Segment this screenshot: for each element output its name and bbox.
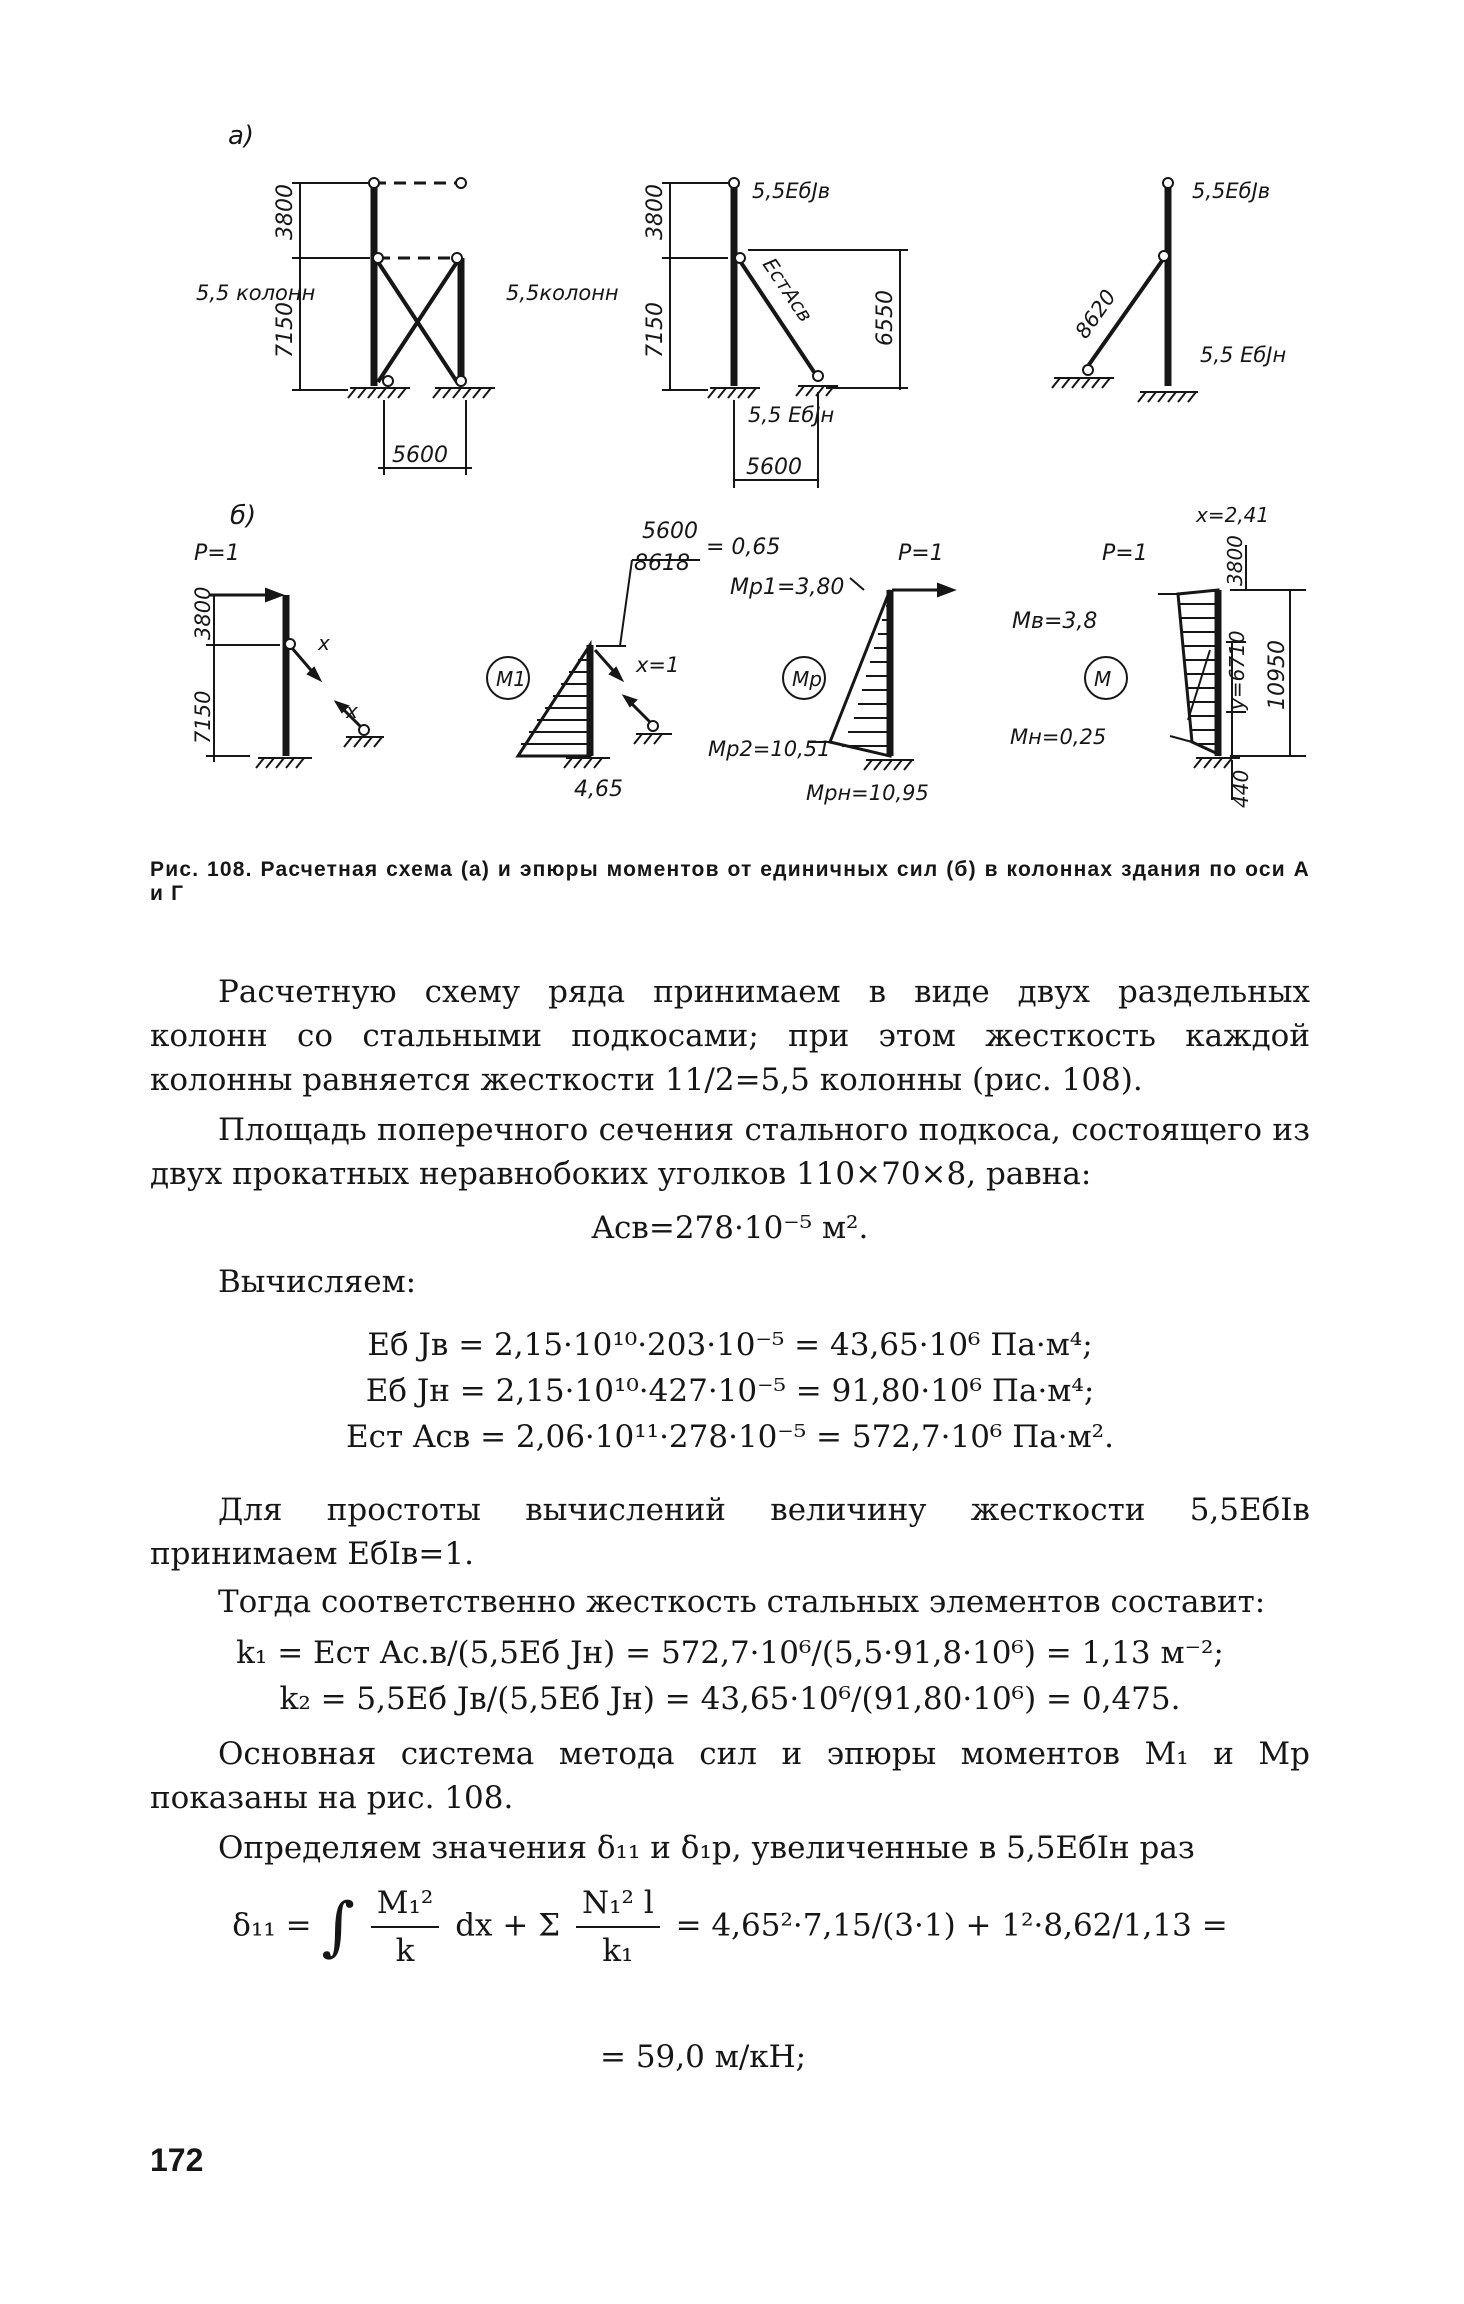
label-x241: x=2,41: [1196, 503, 1270, 527]
dim-5600-left: 5600: [392, 443, 448, 468]
dim-6550: 6550: [873, 290, 898, 346]
dim-7150-left: 7150: [273, 302, 298, 358]
paragraph-4: Для простоты вычислений величину жесткости 5,5EбIв принимаем EбIв=1.: [150, 1492, 1310, 1572]
label-M: M: [1094, 667, 1112, 691]
paragraph-5: Тогда соответственно жесткость стальных элементов составит:: [218, 1584, 1266, 1620]
dim-5600-mid: 5600: [746, 455, 802, 480]
delta11-rhs: = 4,65²·7,15/(3·1) + 1²·8,62/1,13 =: [675, 1907, 1228, 1944]
label-465: 4,65: [574, 777, 623, 802]
label-p1-c: P=1: [1102, 541, 1148, 566]
delta11-lhs: δ₁₁ =: [232, 1907, 312, 1944]
integral-sign: ∫: [321, 1890, 355, 1964]
dim-10950: 10950: [1265, 640, 1290, 710]
formula-EbJn: Eб Jн = 2,15·10¹⁰·427·10⁻⁵ = 91,80·10⁶ Па·м⁴;: [365, 1373, 1095, 1409]
dim-3800-c: 3800: [1223, 535, 1247, 586]
formula-block-1: [150, 1322, 1310, 1460]
label-Mn: Mн=0,25: [1010, 725, 1107, 749]
label-x-b: x: [346, 699, 358, 723]
label-EbJn-right: 5,5 EбJн: [1200, 343, 1287, 367]
label-col-left: 5,5 колонн: [196, 281, 316, 305]
label-x-a: x: [318, 631, 330, 655]
label-Mp: Mp: [792, 667, 822, 691]
label-EbJv-mid: 5,5EбJв: [752, 179, 831, 203]
fraction-int: [371, 1880, 440, 1974]
dim-3800-b: 3800: [191, 586, 215, 640]
label-Mp2: Mp2=10,51: [708, 737, 831, 761]
formula-EbJv: Eб Jв = 2,15·10¹⁰·203·10⁻⁵ = 43,65·10⁶ Па·м⁴;: [367, 1327, 1093, 1363]
dim-3800-mid: 3800: [643, 184, 668, 240]
figure-caption: Рис. 108. Расчетная схема (а) и эпюры моментов от единичных сил (б) в колоннах здания по оси А и Г: [150, 858, 1310, 905]
dim-7150-mid: 7150: [643, 302, 668, 358]
label-Mv: Mв=3,8: [1012, 609, 1098, 634]
delta11-dx: dx + Σ: [455, 1907, 561, 1944]
formula-delta11-result: = 59,0 м/кН;: [600, 2039, 807, 2075]
dim-3800-left: 3800: [273, 184, 298, 240]
frac-den: 8618: [634, 551, 690, 576]
frac-num: 5600: [642, 519, 698, 544]
label-Mp1: Mp1=3,80: [730, 575, 845, 600]
formula-k2: k₂ = 5,5Eб Jв/(5,5Eб Jн) = 43,65·10⁶/(91,80·10⁶) = 0,475.: [279, 1681, 1181, 1717]
paragraph-7: Определяем значения δ₁₁ и δ₁p, увеличенные в 5,5EбIн раз: [218, 1830, 1195, 1866]
dim-y6710: y=6710: [1225, 630, 1249, 710]
fraction-sum: [576, 1880, 660, 1974]
figure-108: [0, 0, 1464, 840]
body-block-3: [150, 1732, 1310, 1870]
body-block-2: [150, 1488, 1310, 1624]
paragraph-6: Основная система метода сил и эпюры моментов M₁ и Mp показаны на рис. 108.: [150, 1736, 1310, 1816]
body-block-1: [150, 970, 1310, 1304]
page-number: 172: [150, 2142, 204, 2178]
paragraph-1: Расчетную схему ряда принимаем в виде двух раздельных колонн со стальными подкосами; при этом жесткость каждой колонны равняется жесткости 11/2=5,5 колонны (рис. 108).: [150, 974, 1310, 1098]
formula-block-2: [150, 1630, 1310, 1722]
fraction-int-num: M₁²: [371, 1880, 440, 1928]
label-a: а): [228, 121, 255, 151]
frac-val: = 0,65: [706, 535, 781, 560]
label-b: б): [230, 501, 257, 531]
label-col-mid: 5,5колонн: [506, 281, 619, 305]
paragraph-2: Площадь поперечного сечения стального подкоса, состоящего из двух прокатных неравнобоких уголков 110×70×8, равна:: [150, 1112, 1310, 1192]
paragraph-3: Вычисляем:: [218, 1264, 417, 1300]
dim-7150-b: 7150: [191, 690, 215, 744]
formula-EstAsv: Eст Aсв = 2,06·10¹¹·278·10⁻⁵ = 572,7·10⁶ Па·м².: [346, 1419, 1114, 1455]
dim-440: 440: [1229, 769, 1253, 808]
dim-8620: 8620: [1070, 285, 1121, 343]
label-x1: x=1: [636, 653, 680, 677]
label-EbJn-mid: 5,5 EбJн: [748, 403, 835, 427]
label-M1: M1: [496, 667, 526, 691]
fraction-int-den: k: [395, 1933, 415, 1969]
label-EbJv-right: 5,5EбJв: [1192, 179, 1271, 203]
label-Mpn: Mpн=10,95: [806, 781, 929, 805]
fraction-sum-den: k₁: [602, 1933, 634, 1969]
formula-k1: k₁ = Eст Aс.в/(5,5Eб Jн) = 572,7·10⁶/(5,5·91,8·10⁶) = 1,13 м⁻²;: [236, 1635, 1224, 1671]
label-p1-a: P=1: [194, 541, 240, 566]
label-EstAsv: EстAсв: [757, 253, 818, 327]
fraction-sum-num: N₁² l: [576, 1880, 660, 1928]
formula-asv: Aсв=278·10⁻⁵ м².: [591, 1210, 869, 1246]
formula-delta11: [150, 1880, 1310, 1974]
label-p1-b: P=1: [898, 541, 944, 566]
